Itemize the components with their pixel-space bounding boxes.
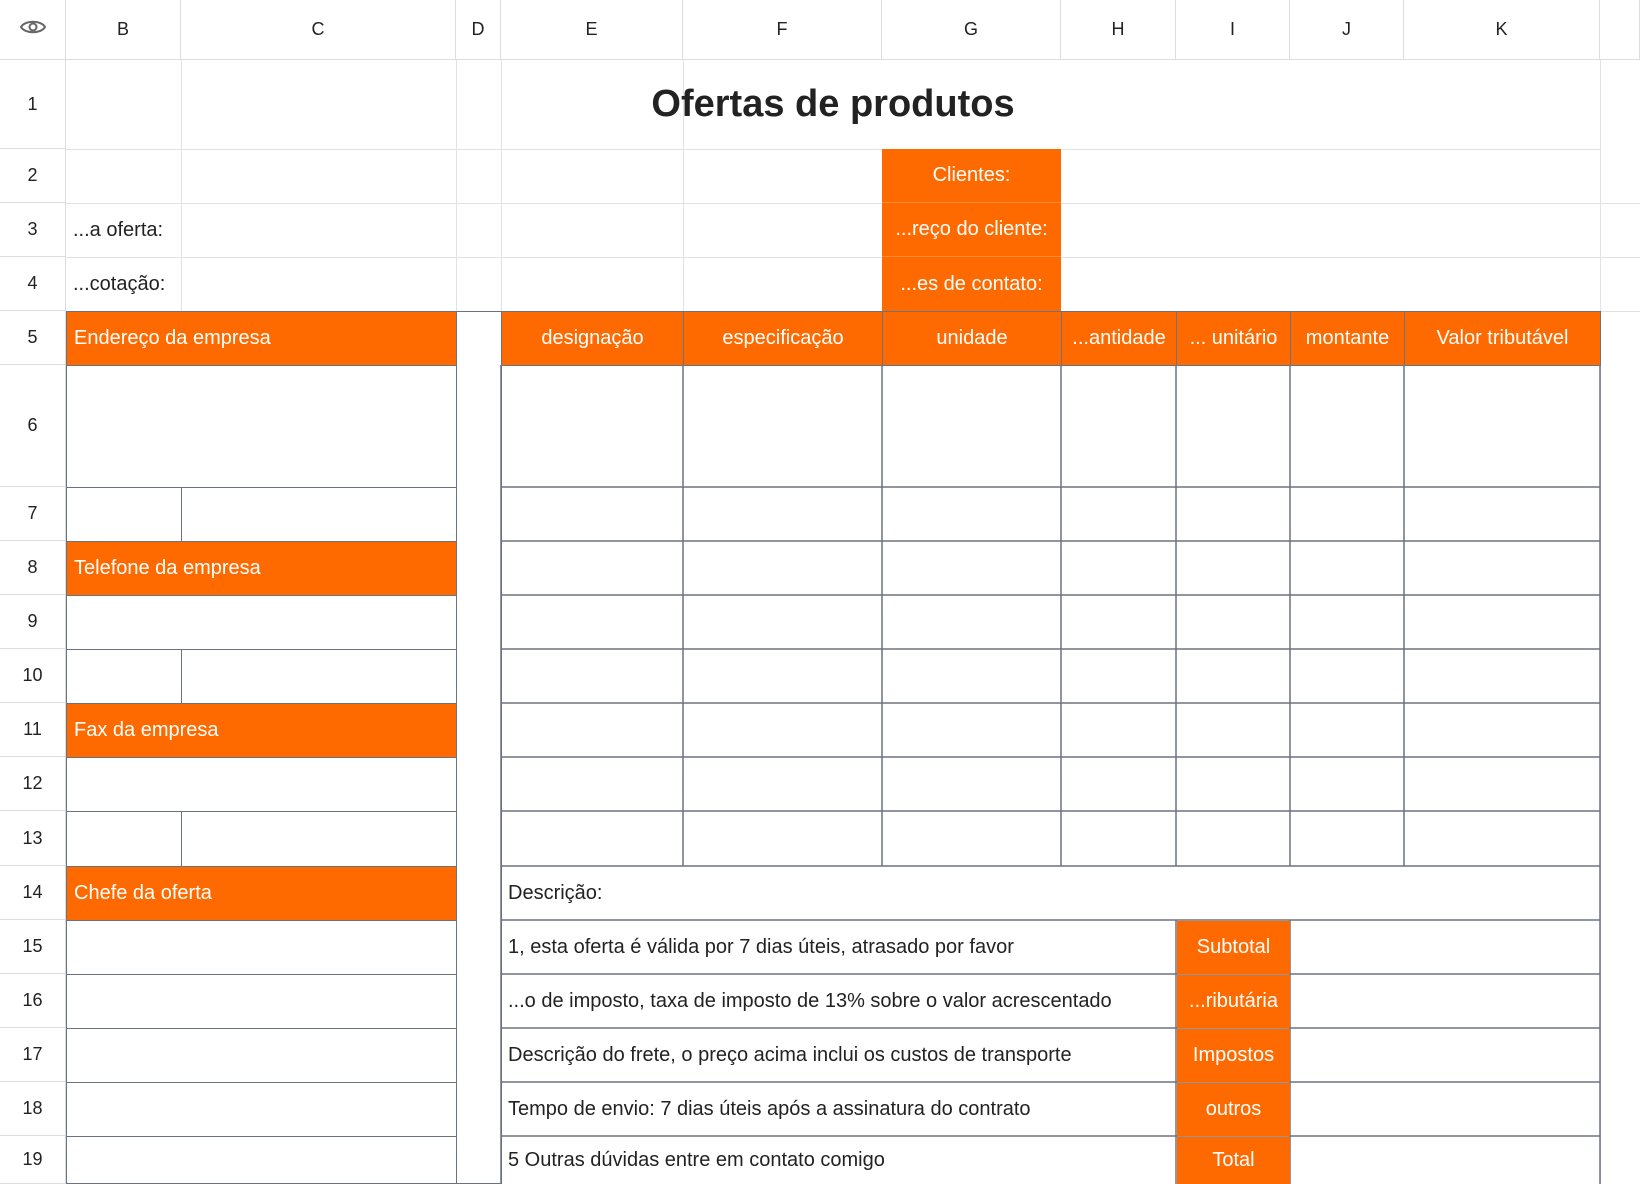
note-line[interactable]: Descrição do frete, o preço acima inclui os custos de transporte [508,1043,1072,1066]
row-header-18[interactable]: 18 [0,1082,66,1136]
row-header-12[interactable]: 12 [0,757,66,811]
row-header-19[interactable]: 19 [0,1136,66,1184]
total-label[interactable]: Total [1177,1137,1290,1184]
sheet-title[interactable]: Ofertas de produtos [651,83,1015,125]
company-address-header[interactable]: Endereço da empresa [66,311,457,366]
offer-head-header[interactable]: Chefe da oferta [66,866,457,921]
company-phone-header[interactable]: Telefone da empresa [66,541,457,596]
row-header-3[interactable]: 3 [0,203,66,257]
subtotal-label[interactable]: Subtotal [1177,921,1290,974]
column-header-c[interactable]: C [181,0,456,60]
client-address-label[interactable]: ...reço do cliente: [882,203,1061,257]
row-header-13[interactable]: 13 [0,811,66,866]
table-header-designation[interactable]: designação [501,311,684,366]
row-header-15[interactable]: 15 [0,920,66,974]
note-line[interactable]: Tempo de envio: 7 dias úteis após a assinatura do contrato [508,1097,1031,1120]
table-header-quantity[interactable]: ...antidade [1061,311,1177,366]
column-header-g[interactable]: G [882,0,1061,60]
offer-label[interactable]: ...a oferta: [73,218,164,241]
contact-label[interactable]: ...es de contato: [882,257,1061,311]
column-header-b[interactable]: B [66,0,181,60]
row-header-16[interactable]: 16 [0,974,66,1028]
note-line[interactable]: 5 Outras dúvidas entre em contato comigo [508,1148,885,1171]
table-header-specification[interactable]: especificação [683,311,883,366]
table-header-taxable-value[interactable]: Valor tributável [1404,311,1601,366]
row-header-4[interactable]: 4 [0,257,66,311]
row-header-17[interactable]: 17 [0,1028,66,1082]
table-header-unit[interactable]: unidade [882,311,1062,366]
company-fax-header[interactable]: Fax da empresa [66,703,457,758]
row-header-8[interactable]: 8 [0,541,66,595]
others-label[interactable]: outros [1177,1083,1290,1136]
column-header-k[interactable]: K [1404,0,1600,60]
note-line[interactable]: 1, esta oferta é válida por 7 dias úteis, atrasado por favor [508,935,1014,958]
taxes-label[interactable]: Impostos [1177,1029,1290,1082]
row-header-5[interactable]: 5 [0,311,66,365]
description-label[interactable]: Descrição: [508,881,603,904]
quotation-label[interactable]: ...cotação: [73,272,166,295]
row-header-11[interactable]: 11 [0,703,66,757]
row-header-2[interactable]: 2 [0,149,66,203]
row-header-14[interactable]: 14 [0,866,66,920]
row-header-6[interactable]: 6 [0,365,66,487]
column-header-h[interactable]: H [1061,0,1176,60]
note-line[interactable]: ...o de imposto, taxa de imposto de 13% sobre o valor acrescentado [508,989,1112,1012]
table-header-amount[interactable]: montante [1290,311,1405,366]
row-header-10[interactable]: 10 [0,649,66,703]
column-header-i[interactable]: I [1176,0,1290,60]
column-header-f[interactable]: F [683,0,882,60]
column-header-d[interactable]: D [456,0,501,60]
column-header-j[interactable]: J [1290,0,1404,60]
table-header-unit-price[interactable]: ... unitário [1176,311,1291,366]
row-header-7[interactable]: 7 [0,487,66,541]
tax-base-label[interactable]: ...ributária [1177,975,1290,1028]
column-header-e[interactable]: E [501,0,683,60]
row-header-1[interactable]: 1 [0,60,66,149]
clients-label[interactable]: Clientes: [882,149,1061,203]
row-header-9[interactable]: 9 [0,595,66,649]
